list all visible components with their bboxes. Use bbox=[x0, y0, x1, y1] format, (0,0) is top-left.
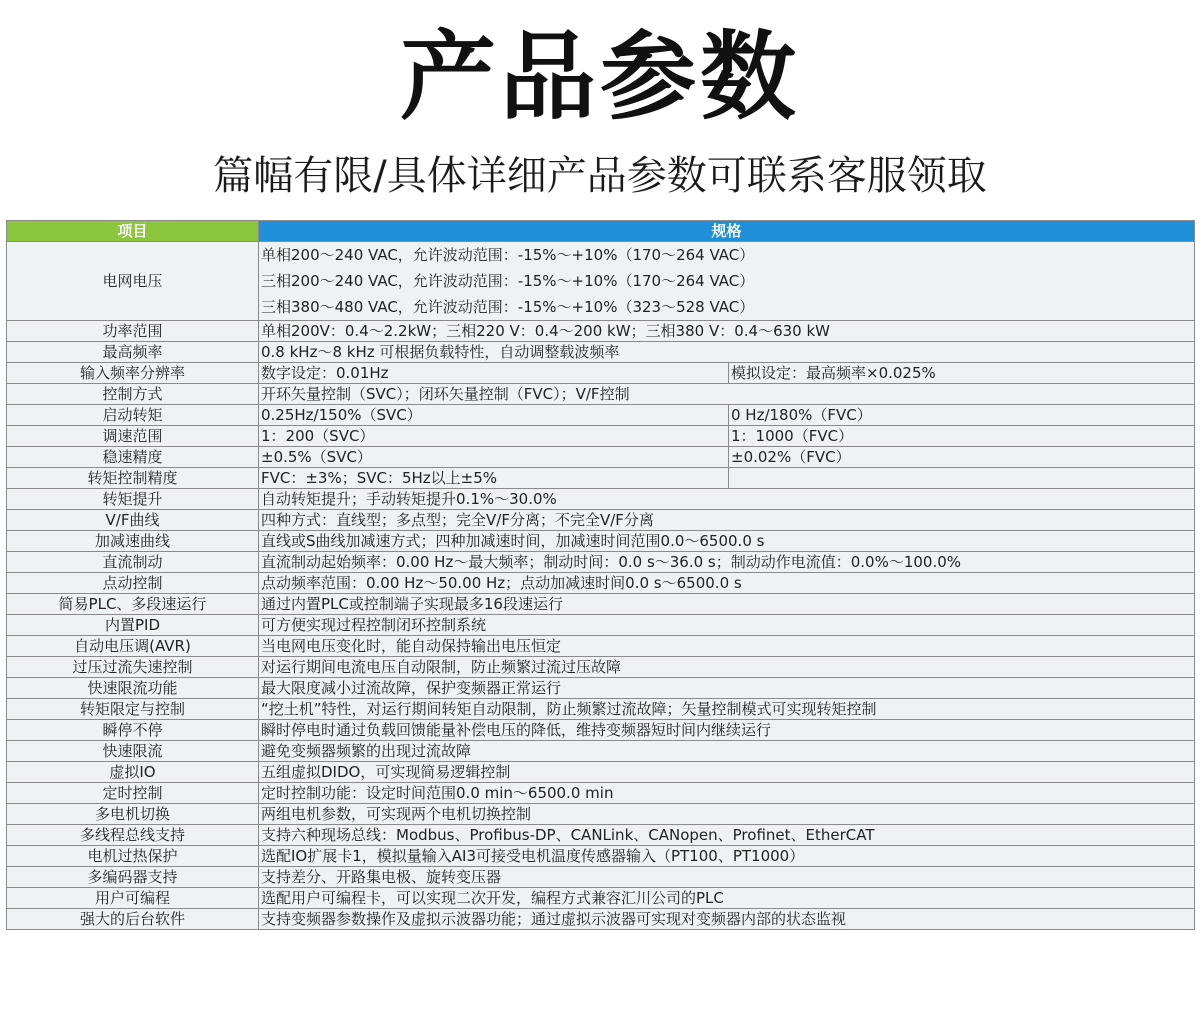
row-value: 当电网电压变化时，能自动保持输出电压恒定 bbox=[259, 636, 1195, 657]
row-name: 控制方式 bbox=[7, 384, 259, 405]
row-name: V/F曲线 bbox=[7, 510, 259, 531]
header-spec: 规格 bbox=[259, 221, 1195, 242]
row-value bbox=[259, 242, 1195, 321]
table-row bbox=[7, 426, 1195, 447]
table-row bbox=[7, 405, 1195, 426]
page-subtitle: 篇幅有限/具体详细产品参数可联系客服领取 bbox=[213, 153, 987, 199]
table-row bbox=[7, 741, 1195, 762]
row-value: 支持变频器参数操作及虚拟示波器功能；通过虚拟示波器可实现对变频器内部的状态监视 bbox=[259, 909, 1195, 930]
row-name: 过压过流失速控制 bbox=[7, 657, 259, 678]
row-name: 加减速曲线 bbox=[7, 531, 259, 552]
table-row bbox=[7, 804, 1195, 825]
row-value: 0.25Hz/150%（SVC） bbox=[259, 405, 729, 426]
row-value: 瞬时停电时通过负载回馈能量补偿电压的降低，维持变频器短时间内继续运行 bbox=[259, 720, 1195, 741]
row-value: 数字设定：0.01Hz bbox=[259, 363, 729, 384]
row-name: 稳速精度 bbox=[7, 447, 259, 468]
row-value: ±0.5%（SVC） bbox=[259, 447, 729, 468]
row-name: 内置PID bbox=[7, 615, 259, 636]
table-row bbox=[7, 846, 1195, 867]
row-name: 多电机切换 bbox=[7, 804, 259, 825]
row-name: 转矩限定与控制 bbox=[7, 699, 259, 720]
table-row bbox=[7, 447, 1195, 468]
row-name: 电网电压 bbox=[7, 242, 259, 321]
table-row bbox=[7, 489, 1195, 510]
row-value-secondary: 0 Hz/180%（FVC） bbox=[729, 405, 1195, 426]
row-value: 避免变频器频繁的出现过流故障 bbox=[259, 741, 1195, 762]
row-value: 直线或S曲线加减速方式；四种加减速时间，加减速时间范围0.0～6500.0 s bbox=[259, 531, 1195, 552]
row-value-secondary: 1：1000（FVC） bbox=[729, 426, 1195, 447]
row-name: 转矩控制精度 bbox=[7, 468, 259, 489]
table-row bbox=[7, 242, 1195, 321]
table-row bbox=[7, 594, 1195, 615]
row-name: 启动转矩 bbox=[7, 405, 259, 426]
table-row bbox=[7, 867, 1195, 888]
spec-table-body bbox=[7, 242, 1195, 930]
row-value: 四种方式：直线型；多点型；完全V/F分离；不完全V/F分离 bbox=[259, 510, 1195, 531]
table-row bbox=[7, 342, 1195, 363]
row-value: 通过内置PLC或控制端子实现最多16段速运行 bbox=[259, 594, 1195, 615]
table-row bbox=[7, 384, 1195, 405]
row-value: 两组电机参数，可实现两个电机切换控制 bbox=[259, 804, 1195, 825]
table-row bbox=[7, 657, 1195, 678]
row-name: 最高频率 bbox=[7, 342, 259, 363]
table-row bbox=[7, 573, 1195, 594]
row-value: FVC：±3%；SVC：5Hz以上±5% bbox=[259, 468, 729, 489]
row-value-line: 三相200～240 VAC，允许波动范围：-15%～+10%（170～264 VAC） bbox=[261, 272, 755, 290]
row-name: 点动控制 bbox=[7, 573, 259, 594]
table-row bbox=[7, 615, 1195, 636]
table-row bbox=[7, 720, 1195, 741]
row-value: 对运行期间电流电压自动限制，防止频繁过流过压故障 bbox=[259, 657, 1195, 678]
row-name: 电机过热保护 bbox=[7, 846, 259, 867]
row-name: 直流制动 bbox=[7, 552, 259, 573]
row-name: 定时控制 bbox=[7, 783, 259, 804]
row-name: 功率范围 bbox=[7, 321, 259, 342]
row-name: 虚拟IO bbox=[7, 762, 259, 783]
row-value: 1：200（SVC） bbox=[259, 426, 729, 447]
row-name: 用户可编程 bbox=[7, 888, 259, 909]
row-name: 快速限流功能 bbox=[7, 678, 259, 699]
row-value: 可方便实现过程控制闭环控制系统 bbox=[259, 615, 1195, 636]
row-value-line: 三相380～480 VAC，允许波动范围：-15%～+10%（323～528 VAC） bbox=[261, 298, 755, 316]
table-row bbox=[7, 363, 1195, 384]
table-row bbox=[7, 762, 1195, 783]
table-header-row bbox=[7, 221, 1195, 242]
row-value: 开环矢量控制（SVC）；闭环矢量控制（FVC）；V/F控制 bbox=[259, 384, 1195, 405]
row-value: “挖土机”特性，对运行期间转矩自动限制，防止频繁过流故障；矢量控制模式可实现转矩控制 bbox=[259, 699, 1195, 720]
row-name: 简易PLC、多段速运行 bbox=[7, 594, 259, 615]
table-row bbox=[7, 552, 1195, 573]
table-row bbox=[7, 825, 1195, 846]
row-value: 定时控制功能：设定时间范围0.0 min～6500.0 min bbox=[259, 783, 1195, 804]
row-value: 选配用户可编程卡，可以实现二次开发，编程方式兼容汇川公司的PLC bbox=[259, 888, 1195, 909]
row-value: 最大限度减小过流故障，保护变频器正常运行 bbox=[259, 678, 1195, 699]
row-name: 强大的后台软件 bbox=[7, 909, 259, 930]
table-row bbox=[7, 888, 1195, 909]
row-name: 输入频率分辨率 bbox=[7, 363, 259, 384]
row-value-line: 单相200～240 VAC，允许波动范围：-15%～+10%（170～264 VAC） bbox=[261, 246, 755, 264]
row-name: 自动电压调(AVR) bbox=[7, 636, 259, 657]
table-row bbox=[7, 678, 1195, 699]
table-row bbox=[7, 468, 1195, 489]
table-row bbox=[7, 636, 1195, 657]
row-value: 支持差分、开路集电极、旋转变压器 bbox=[259, 867, 1195, 888]
row-value: 支持六种现场总线：Modbus、Profibus-DP、CANLink、CANopen、Profinet、EtherCAT bbox=[259, 825, 1195, 846]
row-name: 调速范围 bbox=[7, 426, 259, 447]
row-value-secondary bbox=[729, 468, 1195, 489]
row-value: 五组虚拟DIDO，可实现简易逻辑控制 bbox=[259, 762, 1195, 783]
row-value-secondary: ±0.02%（FVC） bbox=[729, 447, 1195, 468]
row-name: 瞬停不停 bbox=[7, 720, 259, 741]
row-name: 多线程总线支持 bbox=[7, 825, 259, 846]
table-row bbox=[7, 783, 1195, 804]
table-row bbox=[7, 531, 1195, 552]
row-value: 单相200V：0.4～2.2kW；三相220 V：0.4～200 kW；三相380 V：0.4～630 kW bbox=[259, 321, 1195, 342]
row-name: 多编码器支持 bbox=[7, 867, 259, 888]
row-name: 转矩提升 bbox=[7, 489, 259, 510]
row-value: 自动转矩提升；手动转矩提升0.1%～30.0% bbox=[259, 489, 1195, 510]
row-value: 选配IO扩展卡1，模拟量输入AI3可接受电机温度传感器输入（PT100、PT1000） bbox=[259, 846, 1195, 867]
table-row bbox=[7, 510, 1195, 531]
page-title: 产品参数 bbox=[400, 21, 800, 133]
table-row bbox=[7, 909, 1195, 930]
row-name: 快速限流 bbox=[7, 741, 259, 762]
row-value: 直流制动起始频率：0.00 Hz～最大频率；制动时间：0.0 s～36.0 s；制动动作电流值：0.0%～100.0% bbox=[259, 552, 1195, 573]
table-row bbox=[7, 321, 1195, 342]
row-value: 点动频率范围：0.00 Hz～50.00 Hz；点动加减速时间0.0 s～6500.0 s bbox=[259, 573, 1195, 594]
table-row bbox=[7, 699, 1195, 720]
header-item: 项目 bbox=[7, 221, 259, 242]
spec-table bbox=[6, 220, 1195, 930]
row-value-secondary: 模拟设定：最高频率×0.025% bbox=[729, 363, 1195, 384]
row-value: 0.8 kHz～8 kHz 可根据负载特性，自动调整载波频率 bbox=[259, 342, 1195, 363]
